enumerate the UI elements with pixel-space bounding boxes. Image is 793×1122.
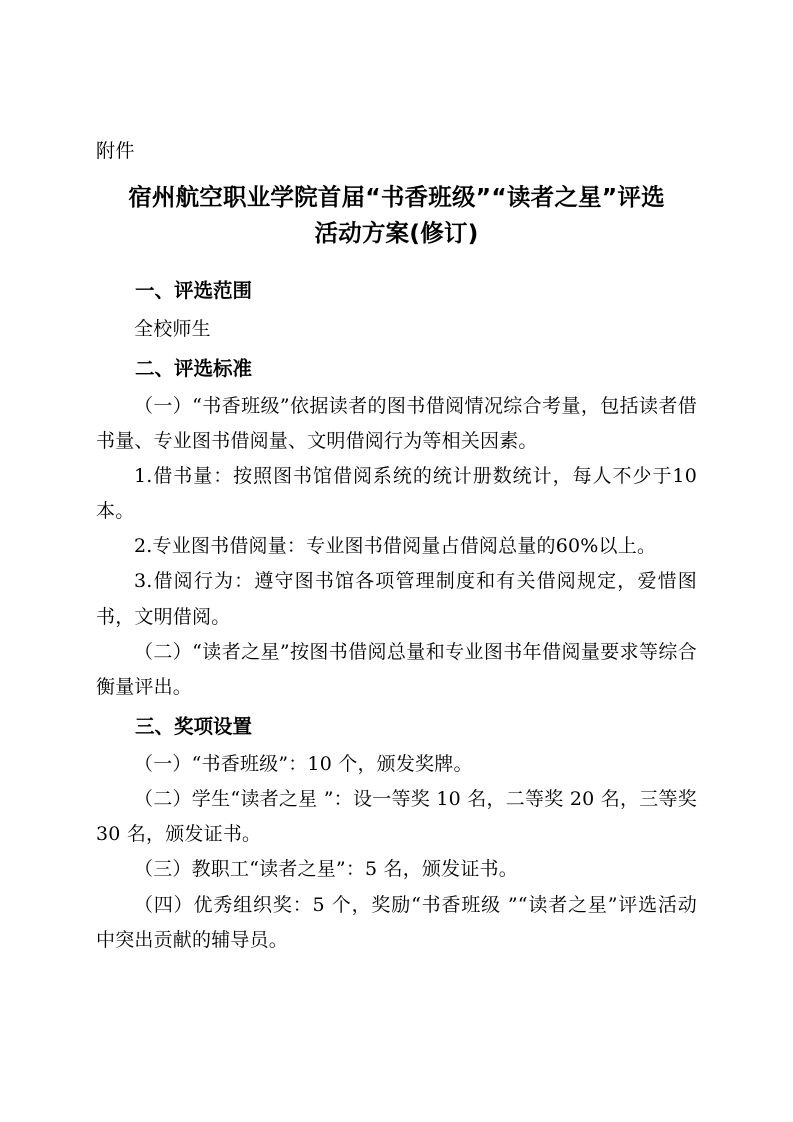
paragraph-awards-1: （一）“书香班级”：10 个，颁发奖牌。 <box>134 753 473 776</box>
paragraph-awards-2: （二）学生“读者之星 ”：设一等奖 10 名，二等奖 20 名，三等奖 30 名，颁发证书。 <box>96 788 697 846</box>
section-heading-scope: 一、评选范围 <box>135 279 253 303</box>
page-title-line-2: 活动方案(修订) <box>314 219 479 248</box>
paragraph-scope-1: 全校师生 <box>134 317 211 340</box>
attachment-label: 附件 <box>96 140 136 162</box>
paragraph-awards-3: （三）教职工“读者之星”：5 名，颁发证书。 <box>134 858 518 881</box>
paragraph-criteria-3: 2.专业图书借阅量：专业图书借阅量占借阅总量的60%以上。 <box>134 535 657 558</box>
section-heading-awards: 三、奖项设置 <box>135 714 253 738</box>
paragraph-criteria-2: 1.借书量：按照图书馆借阅系统的统计册数统计，每人不少于10本。 <box>96 464 697 523</box>
paragraph-criteria-1: （一）“书香班级”依据读者的图书借阅情况综合考量，包括读者借书量、专业图书借阅量、文明借阅行为等相关因素。 <box>96 394 697 452</box>
paragraph-awards-4: （四）优秀组织奖：5 个，奖励“书香班级 ”“读者之星”评选活动中突出贡献的辅导员。 <box>96 893 697 951</box>
page-title-line-1: 宿州航空职业学院首届“书香班级”“读者之星”评选 <box>128 182 665 211</box>
section-heading-criteria: 二、评选标准 <box>135 356 253 380</box>
paragraph-criteria-5: （二）“读者之星”按图书借阅总量和专业图书年借阅量要求等综合衡量评出。 <box>96 640 697 698</box>
page-title <box>96 179 697 252</box>
paragraph-criteria-4: 3.借阅行为：遵守图书馆各项管理制度和有关借阅规定，爱惜图书，文明借阅。 <box>96 570 697 628</box>
